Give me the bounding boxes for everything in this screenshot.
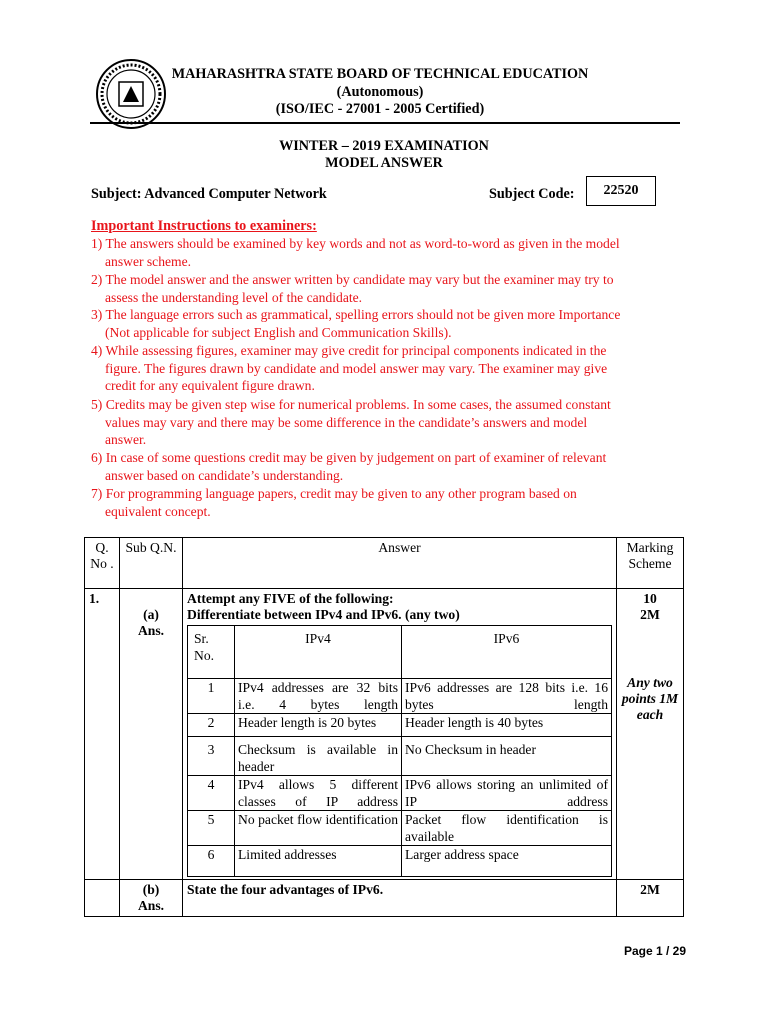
- exam-subtitle: MODEL ANSWER: [325, 155, 443, 171]
- cmp-ipv6: No Checksum in header: [402, 737, 612, 776]
- cmp-ipv4: IPv4 addresses are 32 bits i.e. 4 bytes length: [235, 679, 402, 714]
- cmp-ipv4: Header length is 20 bytes: [235, 714, 402, 737]
- org-autonomous: (Autonomous): [336, 84, 424, 100]
- instruction-line: figure. The figures drawn by candidate and model answer may vary. The examiner may give: [105, 360, 608, 376]
- cmp-sr: 3: [188, 737, 235, 776]
- comparison-header-row: [188, 626, 612, 679]
- instruction-line: credit for any equivalent figure drawn.: [105, 378, 315, 393]
- cmp-sr: 4: [188, 776, 235, 811]
- instruction-line: 6) In case of some questions credit may be given by judgement on part of examiner of relevant: [91, 450, 607, 465]
- sub-question-label: (a): [143, 607, 159, 622]
- instruction-item: [91, 449, 691, 484]
- cmp-ipv4: Checksum is available in header: [235, 737, 402, 776]
- instruction-line: 5) Credits may be given step wise for numerical problems. In some cases, the assumed constant: [91, 397, 611, 412]
- marks-b: 2M: [617, 880, 684, 917]
- comparison-row: [188, 714, 612, 737]
- cmp-ipv6: Packet flow identification is available: [402, 811, 612, 846]
- question-text: Differentiate between IPv4 and IPv6. (any two): [187, 607, 460, 622]
- sub-question-label: (b): [142, 882, 160, 897]
- cmp-ipv4: Limited addresses: [235, 846, 402, 877]
- instruction-line: 4) While assessing figures, examiner may give credit for principal components indicated in the: [91, 343, 607, 358]
- instruction-line: 1) The answers should be examined by key words and not as word-to-word as given in the model: [91, 236, 620, 251]
- cmp-ipv6: IPv6 allows storing an unlimited of IP address: [402, 776, 612, 811]
- subject-code-box: 22520: [586, 176, 656, 206]
- instruction-item: [91, 271, 691, 306]
- answer-cell: [183, 589, 617, 880]
- ans-label: Ans.: [137, 623, 165, 638]
- header-rule: [90, 122, 680, 124]
- instructions-title: Important Instructions to examiners:: [91, 218, 317, 234]
- instruction-line: 7) For programming language papers, credit may be given to any other program based on: [91, 486, 577, 501]
- cmp-sr: 6: [188, 846, 235, 877]
- table-header-row: [85, 538, 684, 589]
- cmp-sr: 2: [188, 714, 235, 737]
- comparison-row: [188, 776, 612, 811]
- table-row: [85, 880, 684, 917]
- header-qno: Q. No .: [85, 538, 120, 589]
- question-number-empty: [85, 880, 120, 917]
- instruction-line: values may vary and there may be some difference in the candidate’s answers and model: [105, 414, 588, 430]
- exam-title: WINTER – 2019 EXAMINATION: [279, 138, 489, 154]
- marks-a: 2M: [640, 607, 660, 622]
- header-subqn: Sub Q.N.: [120, 538, 183, 589]
- ans-label: Ans.: [137, 898, 165, 913]
- instruction-line: answer based on candidate’s understanding.: [105, 467, 344, 483]
- table-row: [85, 589, 684, 880]
- instruction-item: [91, 306, 691, 341]
- header-answer: Answer: [183, 538, 617, 589]
- instruction-item: [91, 485, 691, 520]
- header-marking: Marking Scheme: [617, 538, 684, 589]
- instruction-item: [91, 235, 691, 270]
- sub-question-cell: [120, 589, 183, 880]
- cmp-sr: 5: [188, 811, 235, 846]
- instruction-line: equivalent concept.: [105, 503, 211, 519]
- comparison-row: [188, 811, 612, 846]
- marks-note: Any two points 1M each: [621, 675, 679, 722]
- instruction-line: answer scheme.: [105, 253, 192, 269]
- answer-table: [84, 537, 684, 917]
- instruction-line: 3) The language errors such as grammatical, spelling errors should not be given more Importance: [91, 307, 621, 322]
- instruction-item: [91, 342, 691, 395]
- comparison-table: [187, 625, 612, 877]
- instruction-line: 2) The model answer and the answer written by candidate may vary but the examiner may try to: [91, 272, 614, 287]
- page-number: Page 1 / 29: [623, 944, 686, 958]
- cmp-ipv4: No packet flow identification: [235, 811, 402, 846]
- marking-cell: [617, 589, 684, 880]
- subject-label: Subject: Advanced Computer Network: [91, 186, 327, 202]
- comparison-row: [188, 737, 612, 776]
- instruction-item: [91, 396, 691, 449]
- question-text: State the four advantages of IPv6.: [183, 880, 617, 917]
- question-number: 1.: [85, 589, 120, 880]
- instruction-line: answer.: [105, 432, 147, 447]
- instruction-line: assess the understanding level of the candidate.: [105, 289, 363, 305]
- sub-question-cell: [120, 880, 183, 917]
- comparison-row: [188, 846, 612, 877]
- cmp-ipv6: Larger address space: [402, 846, 612, 877]
- comparison-row: [188, 679, 612, 714]
- cmp-ipv4: IPv4 allows 5 different classes of IP address: [235, 776, 402, 811]
- cmp-header-ipv6: IPv6: [402, 626, 612, 679]
- msbte-logo: [95, 58, 167, 130]
- cmp-header-sr: Sr. No.: [188, 626, 235, 679]
- marks-total: 10: [643, 591, 657, 606]
- org-certification: (ISO/IEC - 27001 - 2005 Certified): [275, 101, 485, 117]
- cmp-sr: 1: [188, 679, 235, 714]
- org-name: MAHARASHTRA STATE BOARD OF TECHNICAL EDUCATION: [171, 66, 589, 82]
- attempt-instruction: Attempt any FIVE of the following:: [187, 591, 394, 606]
- cmp-header-ipv4: IPv4: [235, 626, 402, 679]
- cmp-ipv6: IPv6 addresses are 128 bits i.e. 16 bytes length: [402, 679, 612, 714]
- instruction-line: (Not applicable for subject English and Communication Skills).: [105, 324, 452, 340]
- cmp-ipv6: Header length is 40 bytes: [402, 714, 612, 737]
- subject-code-label: Subject Code:: [489, 186, 575, 202]
